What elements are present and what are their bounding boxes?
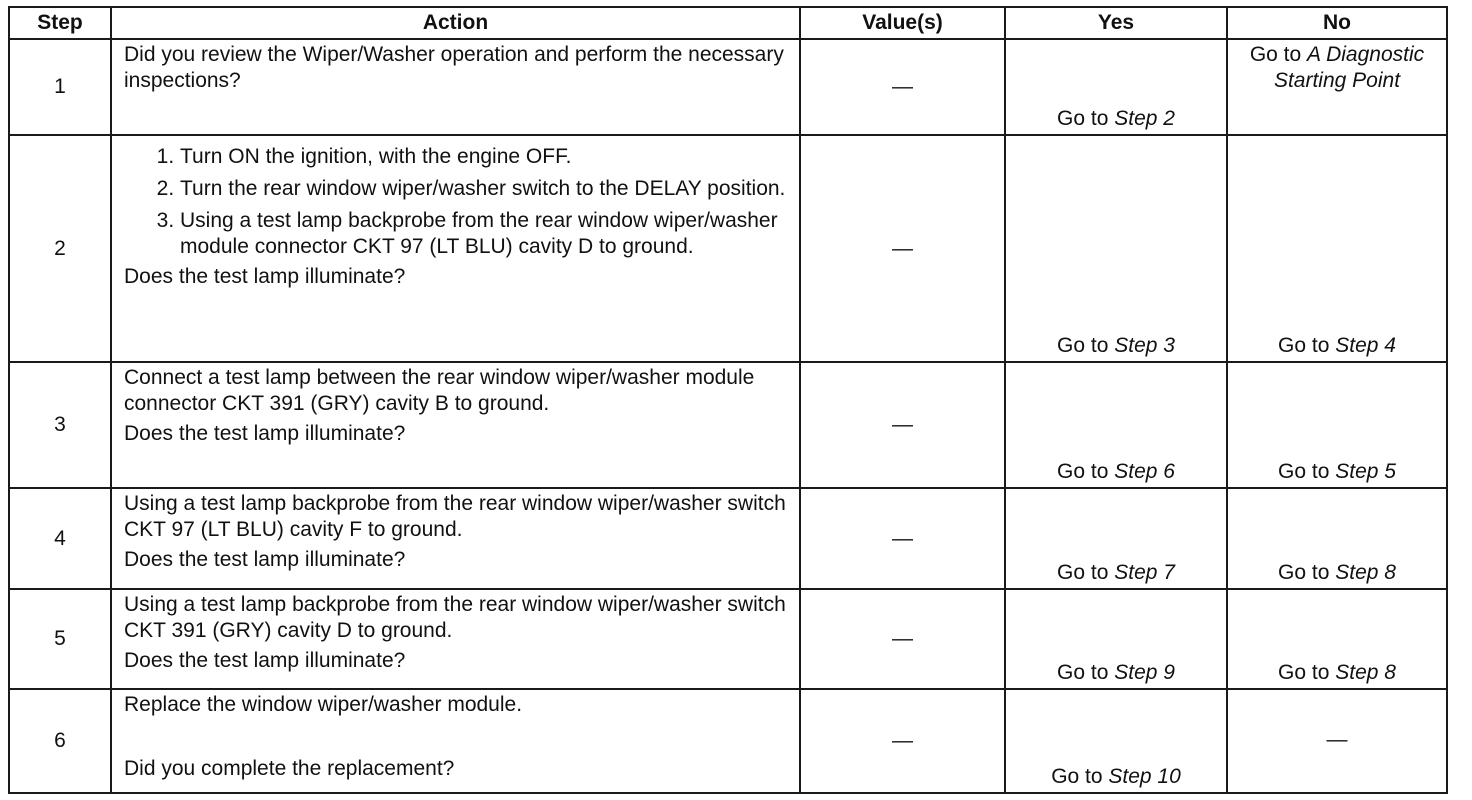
value-cell: — — [800, 488, 1005, 589]
no-target-link[interactable]: A Diagnostic Starting Point — [1273, 43, 1425, 92]
action-question: Does the test lamp illuminate? — [124, 422, 406, 445]
no-target-link[interactable]: Step 8 — [1335, 661, 1396, 684]
no-cell: — — [1227, 689, 1447, 793]
action-question: Does the test lamp illuminate? — [124, 649, 406, 672]
step-number: 5 — [9, 589, 111, 689]
action-cell — [111, 689, 800, 793]
value-cell: — — [800, 589, 1005, 689]
substep-item: 3. Using a test lamp backprobe from the rear window wiper/washer module connector CKT 97 (LT BLU) cavity D to ground. — [180, 208, 791, 260]
yes-prefix: Go to — [1051, 765, 1109, 788]
step-number: 3 — [9, 362, 111, 488]
table-row — [9, 135, 1447, 362]
yes-target-link[interactable]: Step 6 — [1114, 460, 1175, 483]
table-row — [9, 488, 1447, 589]
substep-list — [124, 144, 791, 260]
no-prefix: Go to — [1278, 661, 1336, 684]
action-cell — [111, 488, 800, 589]
action-text: Using a test lamp backprobe from the rear window wiper/washer switch CKT 391 (GRY) cavity D to ground. — [124, 593, 786, 642]
action-text: Using a test lamp backprobe from the rear window wiper/washer switch CKT 97 (LT BLU) cavity F to ground. — [124, 492, 786, 541]
step-number: 4 — [9, 488, 111, 589]
value-cell: — — [800, 362, 1005, 488]
yes-prefix: Go to — [1057, 661, 1115, 684]
yes-target-link[interactable]: Step 3 — [1114, 334, 1175, 357]
step-number: 6 — [9, 689, 111, 793]
no-prefix: Go to — [1249, 43, 1308, 66]
no-cell[interactable] — [1227, 135, 1447, 362]
no-target-link[interactable]: Step 4 — [1335, 334, 1396, 357]
action-question: Did you complete the replacement? — [124, 757, 455, 780]
no-target-link[interactable]: Step 8 — [1335, 561, 1396, 584]
table-row — [9, 589, 1447, 689]
yes-prefix: Go to — [1057, 107, 1115, 130]
action-question: Does the test lamp illuminate? — [124, 265, 406, 288]
yes-prefix: Go to — [1057, 460, 1115, 483]
no-cell[interactable] — [1227, 39, 1447, 135]
substep-item: 1. Turn ON the ignition, with the engine OFF. — [180, 144, 791, 170]
yes-cell[interactable] — [1005, 39, 1227, 135]
no-prefix: Go to — [1278, 561, 1336, 584]
no-target-link[interactable]: Step 5 — [1335, 460, 1396, 483]
action-text: Did you review the Wiper/Washer operation and perform the necessary inspections? — [124, 43, 784, 92]
header-step: Step — [9, 7, 111, 39]
no-cell[interactable] — [1227, 362, 1447, 488]
yes-target-link[interactable]: Step 9 — [1114, 661, 1175, 684]
yes-prefix: Go to — [1057, 561, 1115, 584]
table-row — [9, 689, 1447, 793]
yes-cell[interactable] — [1005, 589, 1227, 689]
yes-cell[interactable] — [1005, 135, 1227, 362]
header-yes: Yes — [1005, 7, 1227, 39]
yes-target-link[interactable]: Step 7 — [1114, 561, 1175, 584]
value-cell: — — [800, 689, 1005, 793]
no-prefix: Go to — [1278, 460, 1336, 483]
value-cell: — — [800, 39, 1005, 135]
header-no: No — [1227, 7, 1447, 39]
table-row — [9, 362, 1447, 488]
yes-cell[interactable] — [1005, 488, 1227, 589]
action-cell — [111, 362, 800, 488]
action-question: Does the test lamp illuminate? — [124, 548, 406, 571]
header-row — [9, 7, 1447, 39]
action-text: Connect a test lamp between the rear window wiper/washer module connector CKT 391 (GRY) cavity B to ground. — [124, 366, 755, 415]
header-action: Action — [111, 7, 800, 39]
header-values: Value(s) — [800, 7, 1005, 39]
yes-prefix: Go to — [1057, 334, 1115, 357]
no-cell[interactable] — [1227, 589, 1447, 689]
yes-target-link[interactable]: Step 10 — [1108, 765, 1181, 788]
substep-item: 2. Turn the rear window wiper/washer switch to the DELAY position. — [180, 176, 791, 202]
yes-cell[interactable] — [1005, 689, 1227, 793]
diagnostic-table — [8, 6, 1448, 794]
action-text: Replace the window wiper/washer module. — [124, 693, 523, 716]
no-cell[interactable] — [1227, 488, 1447, 589]
yes-cell[interactable] — [1005, 362, 1227, 488]
table-row — [9, 39, 1447, 135]
yes-target-link[interactable]: Step 2 — [1114, 107, 1175, 130]
action-cell — [111, 39, 800, 135]
step-number: 2 — [9, 135, 111, 362]
step-number: 1 — [9, 39, 111, 135]
value-cell: — — [800, 135, 1005, 362]
no-prefix: Go to — [1278, 334, 1336, 357]
action-cell — [111, 589, 800, 689]
action-cell — [111, 135, 800, 362]
